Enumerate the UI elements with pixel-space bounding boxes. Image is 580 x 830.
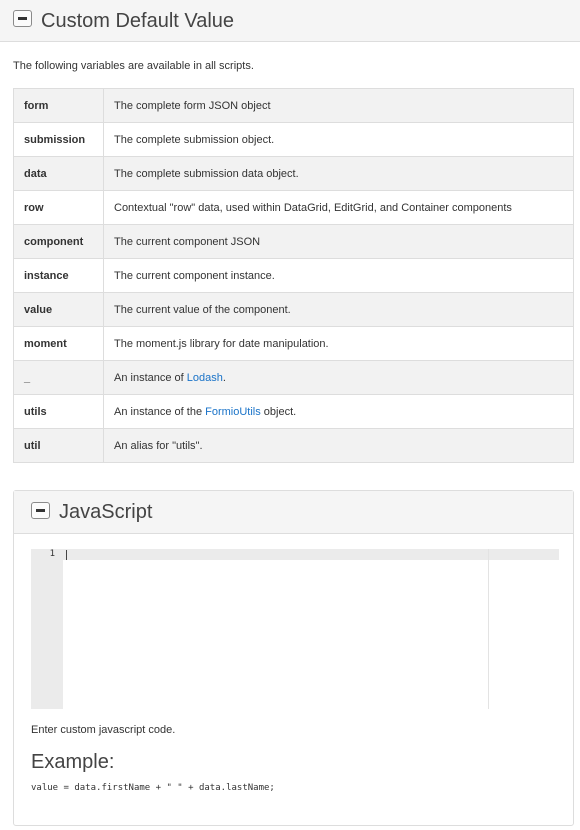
variable-description (104, 395, 574, 429)
variable-name: component (14, 225, 104, 259)
text-cursor (66, 550, 67, 560)
variable-name: form (14, 89, 104, 123)
variables-table (13, 88, 574, 463)
table-row (14, 89, 574, 123)
collapse-minus-icon[interactable] (13, 10, 32, 27)
table-row (14, 191, 574, 225)
javascript-panel-header (14, 491, 573, 534)
desc-suffix: . (222, 371, 226, 384)
table-row (14, 429, 574, 463)
variable-name: submission (14, 123, 104, 157)
custom-default-value-header (0, 0, 580, 42)
variable-name: util (14, 429, 104, 463)
table-row (14, 123, 574, 157)
javascript-panel-title: JavaScript (59, 501, 153, 523)
formioutils-link[interactable]: FormioUtils (205, 405, 261, 418)
example-code: value = data.firstName + " " + data.lastName; (31, 783, 275, 793)
variable-description: The current component JSON (104, 225, 574, 259)
table-row (14, 327, 574, 361)
table-row (14, 361, 574, 395)
active-line-highlight (63, 549, 559, 560)
table-row (14, 225, 574, 259)
desc-prefix: An instance of the (114, 405, 206, 418)
lodash-link[interactable]: Lodash (186, 371, 223, 384)
panel-title: Custom Default Value (41, 10, 235, 32)
variable-name: row (14, 191, 104, 225)
variable-description: The current value of the component. (104, 293, 574, 327)
javascript-panel (13, 490, 574, 826)
variable-description: The complete form JSON object (104, 89, 574, 123)
variable-description: An alias for "utils". (104, 429, 574, 463)
line-number: 1 (49, 549, 55, 559)
table-row (14, 259, 574, 293)
help-text: Enter custom javascript code. (31, 724, 176, 736)
variable-description: Contextual "row" data, used within DataGrid, EditGrid, and Container components (104, 191, 574, 225)
print-margin (488, 549, 489, 709)
variable-description: The complete submission object. (104, 123, 574, 157)
variable-description (104, 361, 574, 395)
table-row (14, 293, 574, 327)
variable-description: The moment.js library for date manipulation. (104, 327, 574, 361)
table-row (14, 395, 574, 429)
variable-name: utils (14, 395, 104, 429)
intro-text: The following variables are available in all scripts. (13, 60, 254, 72)
editor-gutter (31, 549, 63, 709)
example-heading: Example: (31, 751, 115, 773)
desc-prefix: An instance of (114, 371, 187, 384)
table-row (14, 157, 574, 191)
variable-name: data (14, 157, 104, 191)
variable-name: instance (14, 259, 104, 293)
variable-name: value (14, 293, 104, 327)
variable-name: moment (14, 327, 104, 361)
variable-name: _ (14, 361, 104, 395)
variable-description: The complete submission data object. (104, 157, 574, 191)
variable-description: The current component instance. (104, 259, 574, 293)
desc-suffix: object. (260, 405, 297, 418)
collapse-minus-icon[interactable] (31, 502, 50, 519)
code-editor[interactable] (31, 549, 559, 709)
